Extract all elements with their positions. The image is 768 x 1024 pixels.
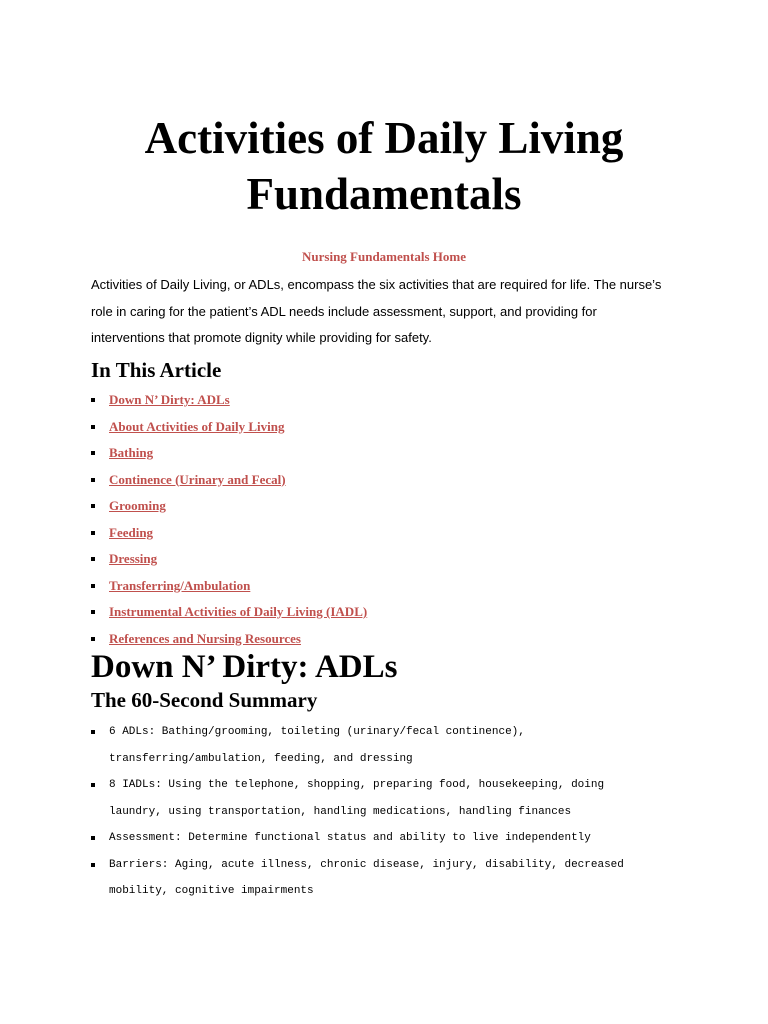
summary-line: Barriers: Aging, acute illness, chronic disease, injury, disability, decreased: [109, 858, 624, 871]
toc-link-bathing[interactable]: Bathing: [109, 445, 154, 460]
table-of-contents: [91, 390, 367, 655]
toc-link-feeding[interactable]: Feeding: [109, 524, 154, 540]
summary-heading: The 60-Second Summary: [91, 688, 318, 712]
toc-link-references[interactable]: References and Nursing Resources: [109, 630, 301, 646]
toc-link-grooming[interactable]: Grooming: [109, 498, 166, 513]
square-bullet-icon: [91, 451, 95, 455]
square-bullet-icon: [91, 398, 95, 402]
document-title: [60, 110, 708, 222]
nursing-fundamentals-home-link[interactable]: Nursing Fundamentals Home: [302, 249, 466, 264]
summary-line: mobility, cognitive impairments: [109, 885, 314, 897]
toc-link-transferring[interactable]: Transferring/Ambulation: [109, 577, 251, 593]
square-bullet-icon: [91, 531, 95, 535]
toc-link-dressing[interactable]: Dressing: [109, 551, 158, 566]
square-bullet-icon: [91, 637, 95, 641]
intro-paragraph: [91, 272, 691, 352]
summary-line: Assessment: Determine functional status and ability to live independently: [109, 832, 591, 844]
square-bullet-icon: [91, 610, 95, 614]
summary-line: 6 ADLs: Bathing/grooming, toileting (urinary/fecal continence),: [109, 726, 525, 738]
toc-link-down-n-dirty[interactable]: Down N’ Dirty: ADLs: [109, 392, 230, 407]
square-bullet-icon: [91, 425, 95, 429]
summary-item: [91, 719, 691, 772]
section-heading: Down N’ Dirty: ADLs: [91, 649, 398, 685]
toc-item: [91, 602, 367, 629]
summary-item: [91, 772, 691, 825]
square-bullet-icon: [91, 504, 95, 508]
toc-item: [91, 523, 367, 550]
square-bullet-icon: [91, 863, 95, 867]
toc-link-continence[interactable]: Continence (Urinary and Fecal): [109, 471, 286, 487]
summary-line: transferring/ambulation, feeding, and dressing: [109, 752, 413, 765]
square-bullet-icon: [91, 783, 95, 787]
toc-item: [91, 443, 367, 470]
toc-item: [91, 549, 367, 576]
summary-item: [91, 825, 691, 852]
toc-item: [91, 470, 367, 497]
square-bullet-icon: [91, 557, 95, 561]
intro-line: role in caring for the patient’s ADL needs include assessment, support, and providing for: [91, 303, 597, 319]
square-bullet-icon: [91, 584, 95, 588]
square-bullet-icon: [91, 478, 95, 482]
square-bullet-icon: [91, 836, 95, 840]
summary-line: laundry, using transportation, handling medications, handling finances: [109, 805, 572, 818]
title-line-2: Fundamentals: [246, 169, 522, 219]
toc-item: [91, 496, 367, 523]
toc-item: [91, 576, 367, 603]
summary-item: [91, 852, 691, 905]
toc-link-iadl[interactable]: Instrumental Activities of Daily Living (IADL): [109, 604, 368, 619]
intro-line: Activities of Daily Living, or ADLs, encompass the six activities that are required for life. The nurse’s: [91, 277, 662, 292]
square-bullet-icon: [91, 730, 95, 734]
toc-item: [91, 417, 367, 444]
toc-item: [91, 390, 367, 417]
summary-list: [91, 719, 691, 905]
toc-link-about-adl[interactable]: About Activities of Daily Living: [109, 418, 285, 434]
toc-heading: In This Article: [91, 358, 222, 382]
summary-line: 8 IADLs: Using the telephone, shopping, preparing food, housekeeping, doing: [109, 779, 605, 791]
intro-line: interventions that promote dignity while providing for safety.: [91, 330, 432, 345]
title-line-1: Activities of Daily Living: [144, 113, 624, 163]
